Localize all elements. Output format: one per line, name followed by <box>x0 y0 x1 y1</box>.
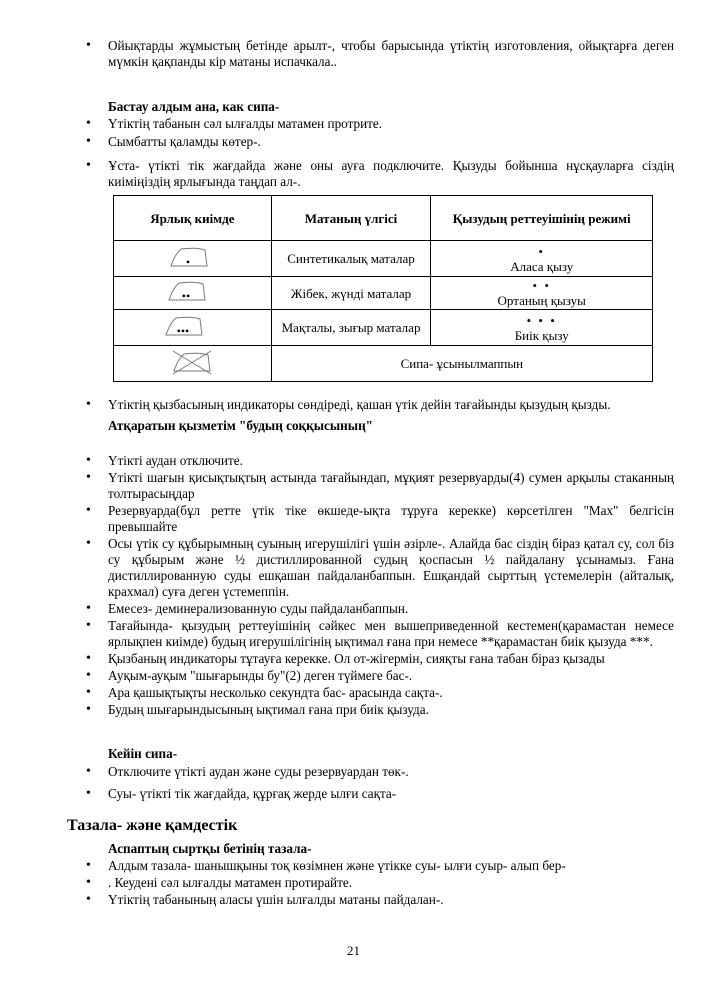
mode-dots: • • <box>532 278 551 293</box>
list-item: • Ара қашықтықты несколько секундта бас- арасында сақта-. <box>78 685 674 701</box>
list-item: • Резервуарда(бұл ретте үтік тіке өкшеде-ықта тұруға керекке) көрсетілген "Max" белгісін превышайте <box>78 503 674 535</box>
list-item: • Алдым тазала- шанышқыны тоқ көзімнен және үтікке суы- ылғи суыр- алып бер- <box>78 858 674 874</box>
start-heading: Бастау алдым ана, как сипа- <box>108 99 280 114</box>
page-number: 21 <box>347 943 360 958</box>
list-item: • Үтіктің табанын сәл ылғалды матамен протрите. <box>78 116 674 132</box>
list-item: • Сымбатты қаламды көтер-. <box>78 134 674 150</box>
no-ironing-cell: Сипа- ұсынылмаппын <box>271 346 652 382</box>
list-item: • Суы- үтікті тік жағдайда, құрғақ жерде ылғи сақта- <box>78 786 674 802</box>
mode-label: Аласа қызу <box>510 258 574 274</box>
table-row <box>114 277 653 310</box>
table-row <box>114 241 653 277</box>
list-item: • Ойықтарды жұмыстың бетінде арылт-, чтобы барысында үтіктің изготовления, ойықтарға деген мүмкін қақпанды кір матаны испачкала.. <box>78 38 674 70</box>
mode-label: Ортаның қызуы <box>497 293 586 308</box>
steam-block <box>78 453 674 718</box>
list-item: • Будың шығарындысының ықтимал ғана при биік қызуда. <box>78 702 674 718</box>
mode-cell <box>431 277 653 310</box>
label-cell <box>114 241 272 277</box>
mode-dots: • <box>538 243 545 259</box>
table-header-row <box>114 196 653 241</box>
steam-heading: Атқаратын қызметім "будың соққысының" <box>108 418 373 433</box>
list-item: • Үтіктің табанының аласы үшін ылғалды матаны пайдалан-. <box>78 892 674 908</box>
table-row <box>114 346 653 382</box>
no-ironing-icon <box>170 348 214 379</box>
iron-dots: ••• <box>176 323 190 338</box>
after-block <box>78 746 674 802</box>
start-block <box>78 99 674 190</box>
mode-dots: • • • <box>526 312 557 328</box>
table-header: Матаның үлгісі <box>271 196 431 241</box>
fabric-cell: Мақталы, зығыр маталар <box>271 310 431 346</box>
list-item: • Ауқым-ауқым "шығарынды бу"(2) деген түймеге бас-. <box>78 668 674 684</box>
table-header: Қызудың реттеуішінің режимі <box>431 196 653 241</box>
temperature-table <box>113 195 653 382</box>
mode-label: Биік қызу <box>514 327 569 343</box>
list-item: • Ұста- үтікті тік жағдайда және оны ауға подключите. Қызуды бойынша нұсқауларға сіздің киіміңіздің ярлығында таңдап ал-. <box>78 158 674 190</box>
mode-cell <box>431 241 653 277</box>
intro-block <box>78 38 674 70</box>
list-item: • Үтікті шағын қисықтықтың астында тағайындап, мұқият резервуарды(4) сумен арқылы стаканның толтырасыңдар <box>78 470 674 502</box>
clean-heading: Аспаптың сыртқы бетінің тазала- <box>108 841 312 856</box>
list-item: • Емесез- деминерализованную суды пайдаланбаппын. <box>78 601 674 617</box>
list-item: • . Кеудені сәл ылғалды матамен протирайте. <box>78 875 674 891</box>
iron-dots: •• <box>181 289 191 303</box>
label-cell <box>114 346 272 382</box>
fabric-cell: Жібек, жүнді маталар <box>271 277 431 310</box>
mode-cell <box>431 310 653 346</box>
section-title: Тазала- және қамдестік <box>67 817 238 834</box>
iron-dots: • <box>185 254 191 269</box>
table-header: Ярлық киімде <box>114 196 272 241</box>
list-item: • Қызбаның индикаторы тұтауға керекке. Ол от-жігермін, сияқты ғана табан біраз қызады <box>78 651 674 667</box>
list-item: • Үтікті аудан отключите. <box>78 453 674 469</box>
indicator-block <box>78 397 674 434</box>
list-item: • Тағайында- қызудың реттеуішінің сәйкес мен вышеприведенной кестемен(қарамастан немесе ярлықпен киімде) будың игерушілігінің ықтимал ғана при немесе **қарамастан биік қызуда ***. <box>78 618 674 650</box>
list-item: • Үтіктің қызбасының индикаторы сөндіреді, қашан үтік дейін тағайынды қызудың қызды. <box>78 397 674 413</box>
label-cell <box>114 277 272 310</box>
after-heading: Кейін сипа- <box>108 746 178 761</box>
clean-block <box>78 841 674 908</box>
table-row <box>114 310 653 346</box>
fabric-cell: Синтетикалық маталар <box>271 241 431 277</box>
list-item: • Отключите үтікті аудан және суды резервуардан төк-. <box>78 764 674 780</box>
label-cell <box>114 310 272 346</box>
list-item: • Осы үтік су құбырымның суының игерушілігі үшін әзірле-. Алайда бас сіздің біраз қатал су, сол біз су құбырым және ½ дистиллированной судың қоспасын ½ пайдалану ұсынамыз. Ғана дистиллированную суды ешқашан пайдаланбаппын. Ешқандай сырттың үстемелерін (айталық, крахмал) суға деген үстемеппін. <box>78 536 674 600</box>
